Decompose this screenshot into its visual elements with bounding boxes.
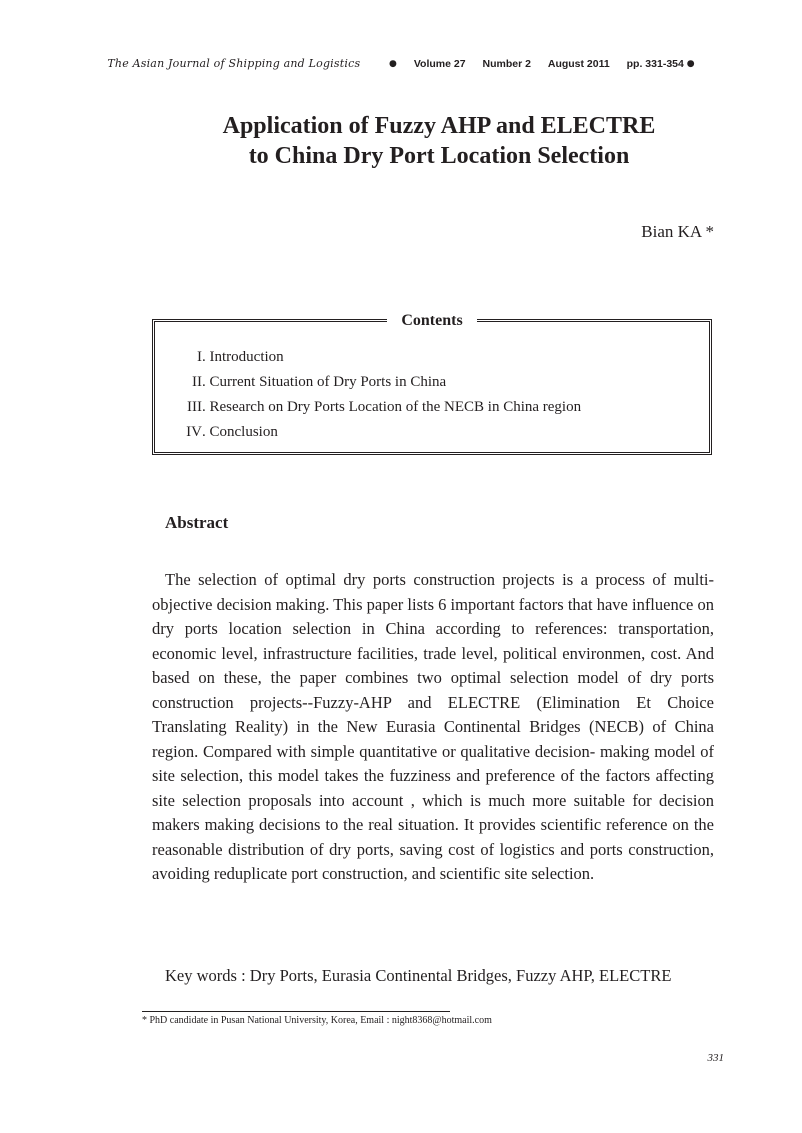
issue-number: Number 2	[482, 58, 531, 70]
contents-item-label: . Research on Dry Ports Location of the NECB in China region	[202, 399, 582, 415]
contents-item	[174, 370, 581, 395]
contents-item-label: . Introduction	[202, 349, 284, 365]
footnote-divider	[142, 1011, 450, 1012]
contents-list	[174, 345, 581, 445]
contents-item	[174, 395, 581, 420]
contents-item-number: I	[197, 349, 202, 365]
volume: Volume 27	[413, 58, 466, 70]
journal-name: The Asian Journal of Shipping and Logistics	[107, 57, 361, 70]
contents-item-number: III	[187, 399, 202, 415]
page-number: 331	[707, 1052, 724, 1064]
keywords: Key words : Dry Ports, Eurasia Continental Bridges, Fuzzy AHP, ELECTRE	[165, 966, 672, 985]
contents-box	[152, 312, 712, 455]
footnote: * PhD candidate in Pusan National University, Korea, Email : night8368@hotmail.com	[142, 1015, 492, 1026]
abstract-heading: Abstract	[165, 513, 229, 532]
contents-item	[174, 345, 581, 370]
title-line-2: to China Dry Port Location Selection	[248, 143, 630, 169]
bullet-icon: ●	[389, 59, 397, 69]
running-header	[0, 57, 802, 70]
issue-metadata	[389, 58, 695, 70]
abstract-text: The selection of optimal dry ports construction projects is a process of multi-objective decision making. This paper lists 6 important factors that have influence on dry ports location selection in China according to references: transportation, economic level, infrastructure facilities, trade level, political environmen, cost. And based on these, the paper combines two optimal selection model of dry ports construction projects--Fuzzy-AHP and ELECTRE (Elimination Et Choice Translating Reality) in the New Eurasia Continental Bridges (NECB) of China region. Compared with simple quantitative or qualitative decision- making model of site selection, this model takes the fuzziness and preference of the factors affecting site selection proposals into account , which is much more suitable for decision makers making decisions to the real situation. It provides scientific reference on the reasonable distribution of dry ports, saving cost of logistics and ports construction, avoiding reduplicate port construction, and scientific site selection.	[152, 570, 714, 883]
contents-item-number: IV	[186, 424, 202, 440]
bullet-icon: ●	[686, 59, 695, 69]
contents-heading: Contents	[387, 311, 476, 331]
contents-item	[174, 420, 581, 445]
title-line-1: Application of Fuzzy AHP and ELECTRE	[222, 113, 656, 139]
issue-date: August 2011	[547, 58, 610, 70]
contents-item-label: . Current Situation of Dry Ports in China	[202, 374, 447, 390]
contents-item-number: II	[192, 374, 202, 390]
author: Bian KA *	[641, 222, 714, 241]
page-range: pp. 331-354	[626, 58, 684, 70]
contents-item-label: . Conclusion	[202, 424, 278, 440]
contents-heading-wrap	[155, 311, 709, 331]
paper-title	[0, 111, 802, 171]
